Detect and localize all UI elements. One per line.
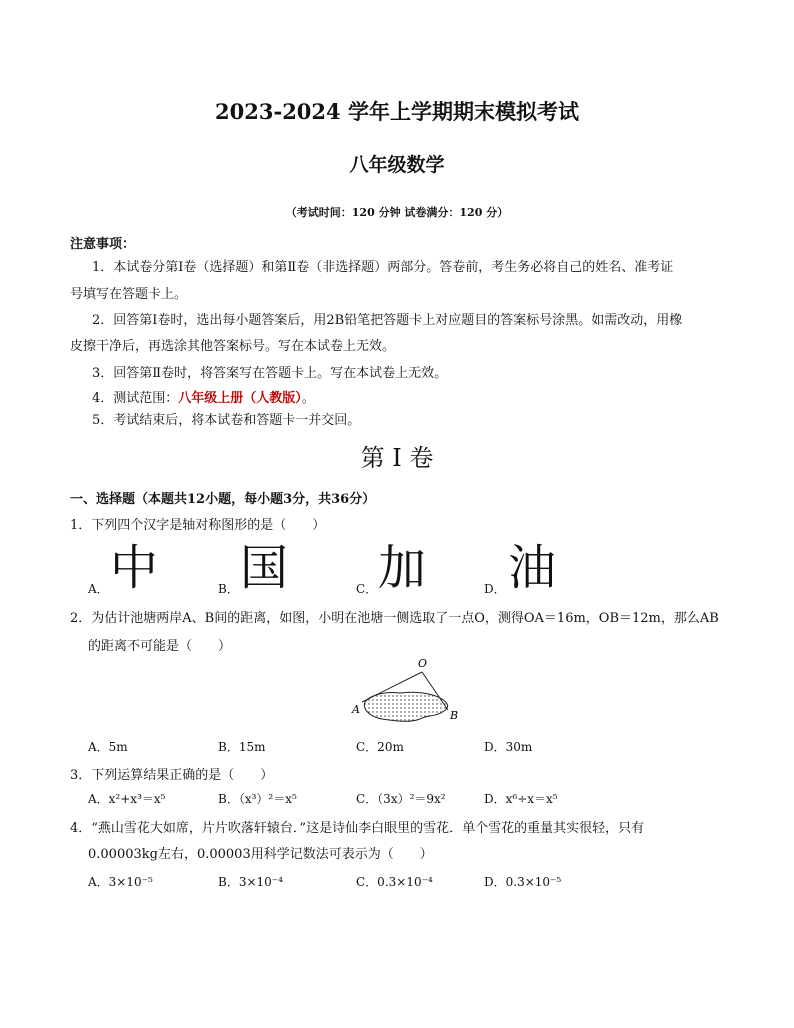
q3-option-c: C．（3x）²＝9x² bbox=[356, 792, 446, 806]
notice-item-4 bbox=[92, 389, 315, 409]
q2-stem-line-1: 2．为估计池塘两岸A、B间的距离，如图，小明在池塘一侧选取了一点O，测得OA＝16m，OB＝12m，那么AB bbox=[70, 611, 719, 626]
notice-item-1-line-1: 1．本试卷分第Ⅰ卷（选择题）和第Ⅱ卷（非选择题）两部分。答卷前，考生务必将自己的姓名、准考证 bbox=[92, 260, 674, 275]
exam-subject: 八年级数学 bbox=[349, 154, 445, 176]
q1-option-c-label: C． bbox=[356, 582, 378, 596]
q1-option-d-label: D． bbox=[484, 582, 506, 596]
notice-item-5: 5．考试结束后，将本试卷和答题卡一并交回。 bbox=[92, 413, 361, 428]
q2-option-d: D．30m bbox=[484, 740, 533, 754]
pond-shape bbox=[364, 692, 447, 721]
q3-option-d: D．x⁶÷x＝x⁵ bbox=[484, 792, 558, 806]
q1-option-b-char: 国 bbox=[240, 540, 289, 596]
section-heading: 一、选择题（本题共12小题，每小题3分，共36分） bbox=[70, 492, 376, 507]
notice-heading: 注意事项： bbox=[70, 237, 136, 252]
test-range: 八年级上册（人教版） bbox=[178, 391, 302, 406]
q4-option-c: C．0.3×10⁻⁴ bbox=[356, 875, 433, 889]
q1-option-b-label: B． bbox=[218, 582, 239, 596]
q1-option-a-label: A． bbox=[88, 582, 109, 596]
point-b-label: B bbox=[450, 709, 459, 722]
exam-time-info: （考试时间：120 分钟 试卷满分：120 分） bbox=[285, 206, 509, 219]
q1-option-d-char: 油 bbox=[508, 540, 557, 596]
notice-item-2-line-2: 皮擦干净后，再选涂其他答案标号。写在本试卷上无效。 bbox=[70, 339, 396, 354]
q4-stem-line-1: 4．“燕山雪花大如席，片片吹落轩辕台．”这是诗仙李白眼里的雪花．单个雪花的重量其实很轻，只有 bbox=[70, 821, 645, 836]
notice-item-1-line-2: 号填写在答题卡上。 bbox=[70, 287, 188, 302]
notice-item-2-line-1: 2．回答第Ⅰ卷时，选出每小题答案后，用2B铅笔把答题卡上对应题目的答案标号涂黑。如需改动，用橡 bbox=[92, 313, 683, 328]
notice-item-4-suffix: 。 bbox=[301, 391, 315, 406]
q1-option-c-char: 加 bbox=[378, 540, 427, 596]
volume-title: 第 I 卷 bbox=[360, 444, 434, 472]
q2-option-a: A．5m bbox=[88, 740, 128, 754]
q2-option-c: C．20m bbox=[356, 740, 404, 754]
q4-option-b: B．3×10⁻⁴ bbox=[218, 875, 283, 889]
q2-option-b: B．15m bbox=[218, 740, 266, 754]
q2-stem-line-2: 的距离不可能是（ ） bbox=[88, 639, 232, 654]
q1-stem: 1．下列四个汉字是轴对称图形的是（ ） bbox=[70, 518, 326, 533]
q1-option-a-char: 中 bbox=[110, 540, 159, 596]
q3-option-a: A．x²+x³＝x⁵ bbox=[88, 792, 166, 806]
point-a-label: A bbox=[352, 703, 360, 716]
notice-item-3: 3．回答第Ⅱ卷时，将答案写在答题卡上。写在本试卷上无效。 bbox=[92, 366, 448, 381]
q3-option-b: B．（x³）²＝x⁵ bbox=[218, 792, 297, 806]
q4-option-a: A．3×10⁻⁵ bbox=[88, 875, 153, 889]
q4-stem-line-2: 0.00003kg左右，0.00003用科学记数法可表示为（ ） bbox=[88, 847, 433, 862]
exam-title: 2023-2024 学年上学期期末模拟考试 bbox=[215, 99, 579, 124]
notice-item-4-prefix: 4．测试范围： bbox=[92, 391, 179, 406]
pond-figure bbox=[340, 655, 470, 725]
point-o-label: O bbox=[418, 657, 428, 670]
q3-stem: 3．下列运算结果正确的是（ ） bbox=[70, 768, 274, 783]
q4-option-d: D．0.3×10⁻⁵ bbox=[484, 875, 562, 889]
